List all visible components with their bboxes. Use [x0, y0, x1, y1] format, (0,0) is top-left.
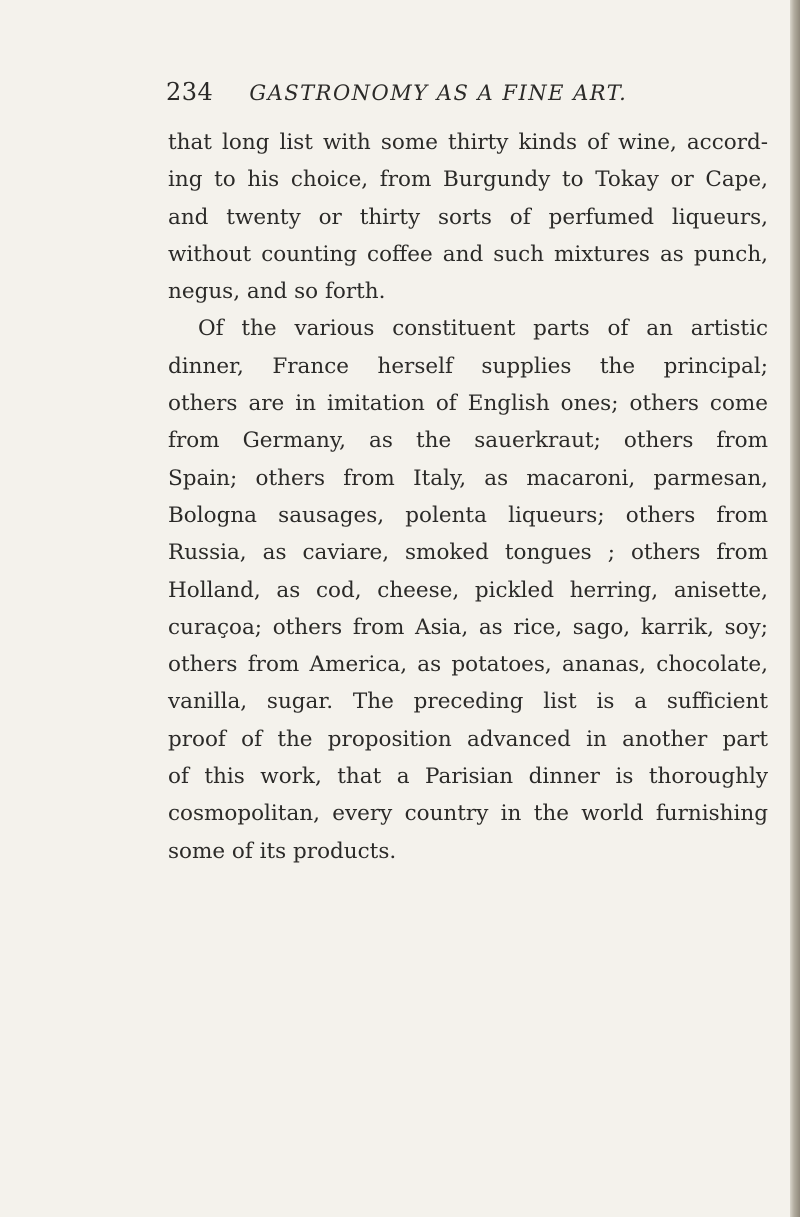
text-line: Of the various constituent parts of an artistic	[198, 316, 768, 342]
text-line: some of its products.	[168, 838, 397, 864]
text-line: and twenty or thirty sorts of perfumed liqueurs,	[168, 204, 768, 230]
page-number: 234	[166, 78, 214, 106]
text-line: from Germany, as the sauerkraut; others from	[168, 428, 768, 454]
body-text	[168, 124, 768, 870]
text-line: curaçoa; others from Asia, as rice, sago, karrik, soy;	[168, 614, 768, 640]
text-line: ing to his choice, from Burgundy to Tokay or Cape,	[168, 167, 768, 193]
text-line: others from America, as potatoes, ananas, chocolate,	[168, 652, 768, 678]
running-head	[166, 78, 686, 112]
text-line: Russia, as caviare, smoked tongues ; others from	[168, 540, 768, 566]
text-line: of this work, that a Parisian dinner is thoroughly	[168, 764, 768, 790]
text-line: Spain; others from Italy, as macaroni, parmesan,	[168, 465, 768, 491]
text-line: without counting coffee and such mixtures as punch,	[168, 241, 768, 267]
text-line: dinner, France herself supplies the principal;	[168, 353, 768, 379]
text-line: Holland, as cod, cheese, pickled herring, anisette,	[168, 577, 768, 603]
text-line: cosmopolitan, every country in the world furnishing	[168, 801, 768, 827]
text-line: negus, and so forth.	[168, 279, 386, 305]
running-title: GASTRONOMY AS A FINE ART.	[249, 81, 628, 105]
text-line: others are in imitation of English ones; others come	[168, 391, 768, 417]
text-line: vanilla, sugar. The preceding list is a sufficient	[168, 689, 768, 715]
text-line: Bologna sausages, polenta liqueurs; others from	[168, 502, 768, 528]
text-line: proof of the proposition advanced in another part	[168, 726, 768, 752]
text-line: that long list with some thirty kinds of wine, accord-	[168, 130, 768, 155]
page-edge	[790, 0, 800, 1217]
